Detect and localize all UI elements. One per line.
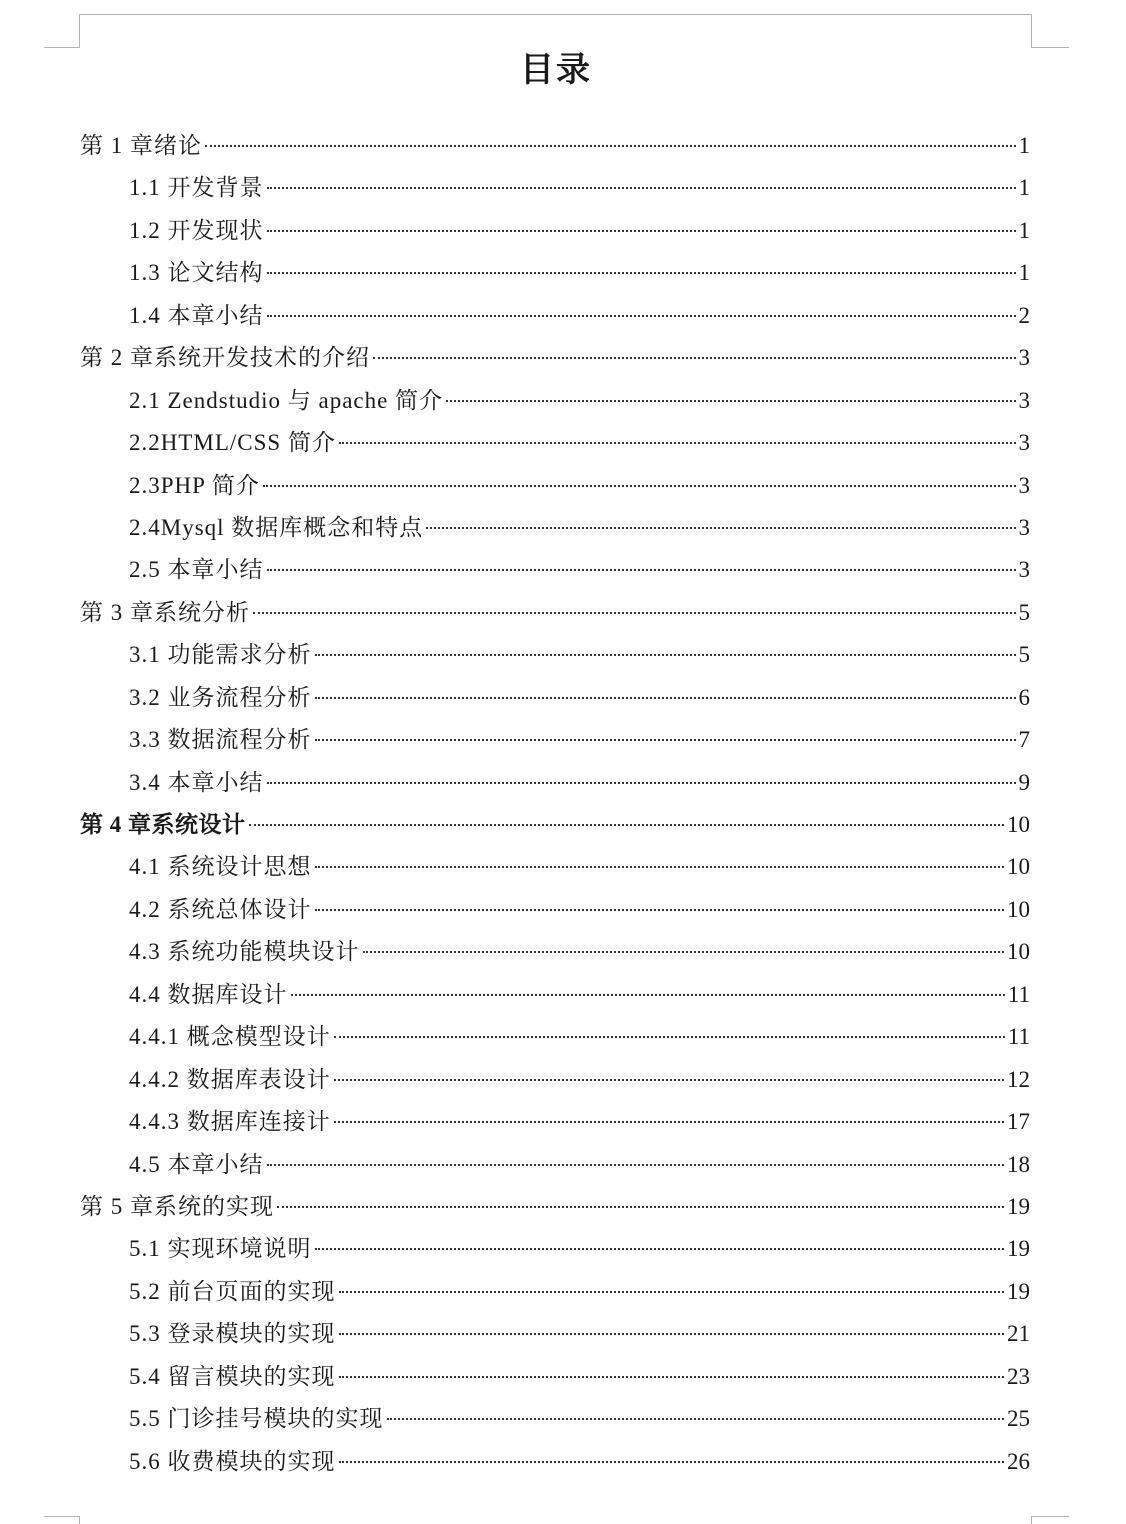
corner-mark-bottom-right [1031,1516,1069,1517]
toc-entry[interactable] [80,507,1030,549]
toc-page-number: 5 [1018,599,1030,625]
toc-page-number: 3 [1018,557,1030,583]
toc-dot-leader [315,1248,1005,1250]
toc-entry-label: 5.4 留言模块的实现 [129,1363,336,1389]
toc-dot-leader [277,1206,1004,1208]
toc-entry[interactable] [80,1398,1030,1440]
toc-dot-leader [315,739,1016,741]
toc-page-number: 19 [1007,1278,1030,1304]
toc-entry[interactable] [80,1228,1030,1270]
corner-mark-bottom-right [1031,1516,1032,1524]
toc-dot-leader [267,315,1016,317]
toc-entry-label: 4.3 系统功能模块设计 [129,939,360,965]
toc-dot-leader [334,1079,1004,1081]
toc-page-number: 1 [1018,217,1030,243]
toc-page-number: 10 [1007,854,1030,880]
toc-entry-label: 5.6 收费模块的实现 [129,1448,336,1474]
toc-dot-leader [339,1376,1005,1378]
toc-page-number: 10 [1007,812,1030,837]
toc-page-number: 1 [1018,133,1030,158]
toc-entry-label: 第 2 章系统开发技术的介绍 [80,345,370,371]
toc-page-number: 17 [1007,1109,1030,1135]
toc-page-number: 19 [1007,1193,1030,1219]
toc-entry-label: 4.4.3 数据库连接计 [129,1109,331,1135]
toc-page-number: 11 [1007,1024,1030,1050]
toc-entry[interactable] [80,125,1030,167]
toc-entry[interactable] [80,295,1030,337]
toc-dot-leader [315,909,1005,911]
toc-dot-leader [249,824,1005,826]
toc-page-number: 25 [1007,1406,1030,1432]
toc-entry[interactable] [80,719,1030,761]
toc-page-number: 12 [1007,1066,1030,1092]
toc-page-number: 26 [1007,1448,1030,1474]
toc-entry-label: 3.1 功能需求分析 [129,642,312,668]
toc-page-number: 18 [1007,1151,1030,1177]
toc-entry[interactable] [80,1356,1030,1398]
toc-dot-leader [446,400,1015,402]
toc-page-number: 10 [1007,896,1030,922]
toc-entry-label: 4.4.1 概念模型设计 [129,1024,331,1050]
toc-entry-label: 5.1 实现环境说明 [129,1236,312,1262]
toc-dot-leader [363,951,1005,953]
toc-entry-label: 第 4 章系统设计 [80,812,246,837]
toc-page-number: 6 [1018,684,1030,710]
toc-entry-label: 5.3 登录模块的实现 [129,1321,336,1347]
toc-entry-label: 第 1 章绪论 [80,133,202,158]
toc-page-number: 3 [1018,430,1030,456]
table-of-contents [80,125,1030,1483]
toc-entry-label: 1.4 本章小结 [129,302,264,328]
toc-page-number: 5 [1018,642,1030,668]
toc-dot-leader [339,442,1016,444]
toc-entry[interactable] [80,974,1030,1016]
toc-entry[interactable] [80,846,1030,888]
toc-entry-label: 第 5 章系统的实现 [80,1193,274,1219]
toc-dot-leader [426,527,1015,529]
toc-dot-leader [334,1036,1005,1038]
toc-page-number: 3 [1018,387,1030,413]
toc-entry[interactable] [80,677,1030,719]
toc-page-number: 3 [1018,472,1030,498]
toc-dot-leader [315,697,1016,699]
toc-page-number: 9 [1018,769,1030,795]
toc-dot-leader [267,569,1016,571]
toc-entry-label: 4.5 本章小结 [129,1151,264,1177]
toc-entry[interactable] [80,167,1030,209]
toc-entry[interactable] [80,549,1030,591]
toc-entry[interactable] [80,804,1030,846]
toc-entry-label: 5.5 门诊挂号模块的实现 [129,1406,384,1432]
toc-entry[interactable] [80,210,1030,252]
toc-entry[interactable] [80,1186,1030,1228]
toc-entry[interactable] [80,1144,1030,1186]
toc-dot-leader [339,1333,1005,1335]
toc-page-number: 7 [1018,727,1030,753]
toc-entry-label: 3.2 业务流程分析 [129,684,312,710]
corner-mark-top-left [79,14,80,48]
page-title: 目录 [520,50,592,90]
toc-entry[interactable] [80,337,1030,379]
toc-page-number: 2 [1018,302,1030,328]
toc-page-number: 11 [1007,981,1030,1007]
toc-entry[interactable] [80,380,1030,422]
toc-entry[interactable] [80,634,1030,676]
toc-page-number: 19 [1007,1236,1030,1262]
toc-dot-leader [267,272,1016,274]
page-top-edge [80,14,1032,15]
toc-entry-label: 1.2 开发现状 [129,217,264,243]
toc-entry-label: 5.2 前台页面的实现 [129,1278,336,1304]
toc-entry[interactable] [80,1016,1030,1058]
corner-mark-top-right [1031,14,1032,48]
corner-mark-bottom-left [44,1516,80,1517]
toc-entry-label: 4.4.2 数据库表设计 [129,1066,331,1092]
toc-entry[interactable] [80,1271,1030,1313]
toc-entry[interactable] [80,931,1030,973]
toc-dot-leader [253,612,1016,614]
toc-page-number: 3 [1018,514,1030,540]
toc-page-number: 21 [1007,1321,1030,1347]
toc-entry-label: 2.1 Zendstudio 与 apache 简介 [129,387,444,413]
toc-page-number: 23 [1007,1363,1030,1389]
toc-dot-leader [373,357,1016,359]
toc-dot-leader [267,230,1016,232]
toc-entry[interactable] [80,422,1030,464]
toc-dot-leader [205,145,1016,147]
toc-entry-label: 2.2HTML/CSS 简介 [129,430,336,456]
toc-dot-leader [315,866,1005,868]
toc-dot-leader [334,1121,1004,1123]
corner-mark-bottom-left [79,1516,80,1524]
toc-dot-leader [267,782,1016,784]
toc-entry-label: 1.1 开发背景 [129,175,264,201]
toc-entry-label: 4.4 数据库设计 [129,981,288,1007]
toc-page-number: 10 [1007,939,1030,965]
toc-entry-label: 2.5 本章小结 [129,557,264,583]
toc-entry[interactable] [80,1441,1030,1483]
toc-entry-label: 第 3 章系统分析 [80,599,250,625]
toc-page-number: 1 [1018,175,1030,201]
toc-entry-label: 2.4Mysql 数据库概念和特点 [129,514,424,540]
toc-entry[interactable] [80,252,1030,294]
toc-entry[interactable] [80,1313,1030,1355]
toc-entry-label: 4.2 系统总体设计 [129,896,312,922]
toc-entry[interactable] [80,1101,1030,1143]
toc-entry-label: 4.1 系统设计思想 [129,854,312,880]
toc-dot-leader [339,1461,1005,1463]
toc-entry-label: 1.3 论文结构 [129,260,264,286]
toc-dot-leader [315,654,1016,656]
toc-page-number: 3 [1018,345,1030,371]
toc-entry-label: 3.3 数据流程分析 [129,727,312,753]
toc-entry[interactable] [80,465,1030,507]
toc-dot-leader [267,1164,1005,1166]
toc-entry-label: 3.4 本章小结 [129,769,264,795]
toc-dot-leader [263,485,1016,487]
toc-dot-leader [267,187,1016,189]
toc-entry[interactable] [80,592,1030,634]
toc-entry[interactable] [80,889,1030,931]
toc-entry[interactable] [80,1059,1030,1101]
toc-page-number: 1 [1018,260,1030,286]
toc-dot-leader [291,994,1005,996]
toc-dot-leader [387,1418,1005,1420]
toc-dot-leader [339,1291,1005,1293]
toc-entry-label: 2.3PHP 简介 [129,472,260,498]
toc-entry[interactable] [80,762,1030,804]
